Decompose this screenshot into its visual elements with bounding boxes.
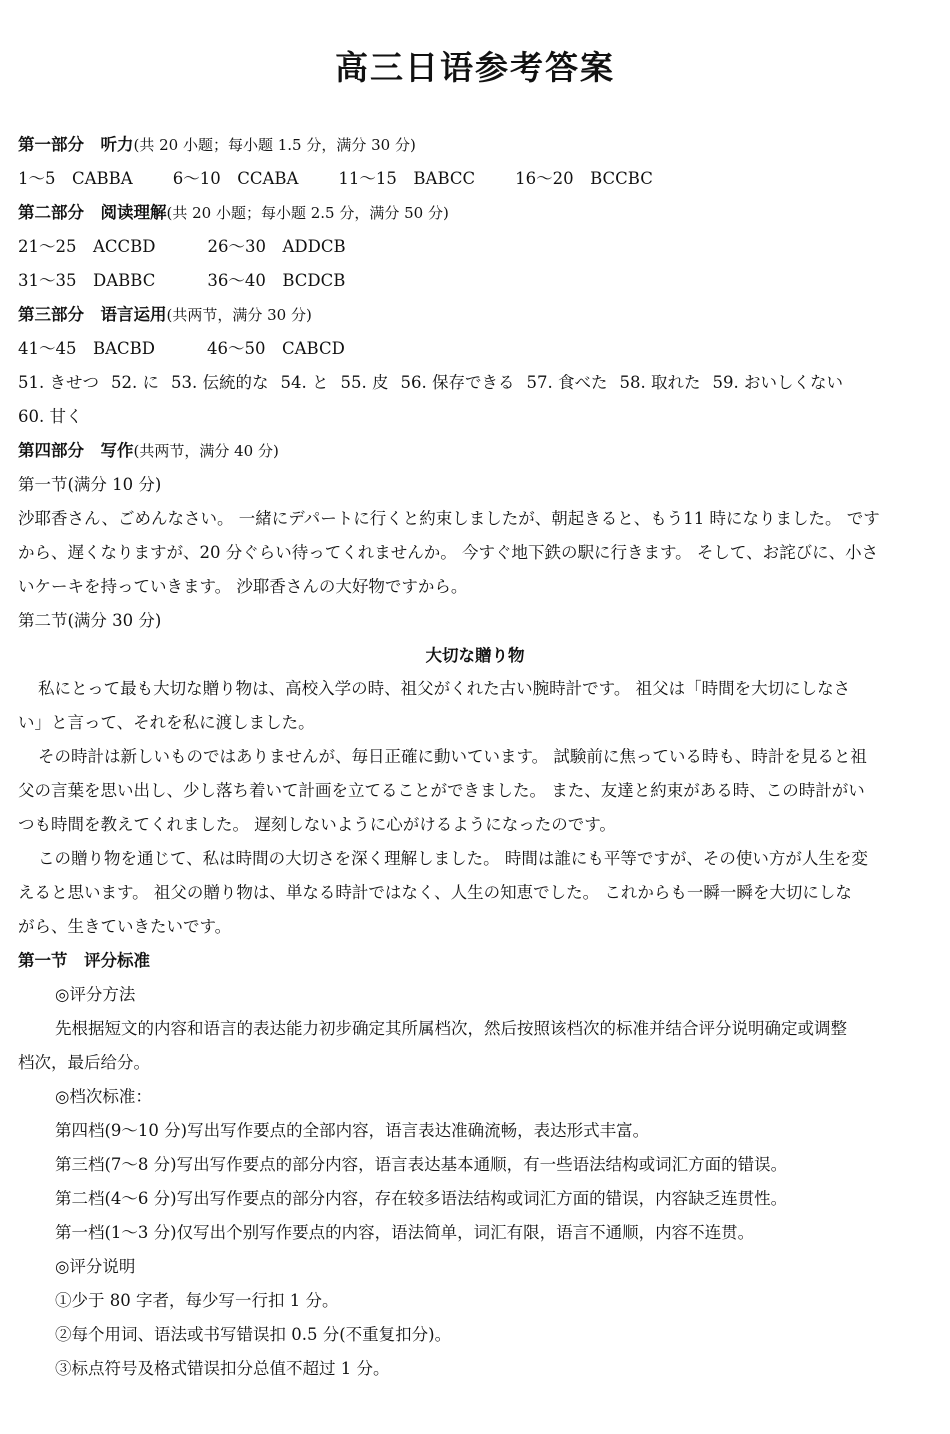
grade-line: 第二档(4～6 分)写出写作要点的部分内容，存在较多语法结构或词汇方面的错误，内容缺乏连贯性。 bbox=[55, 1189, 788, 1208]
method-label: ◎评分方法 bbox=[55, 985, 136, 1004]
essay-title: 大切な贈り物 bbox=[425, 646, 525, 665]
grade-label: ◎档次标准： bbox=[55, 1087, 152, 1106]
grade-line: 第一档(1～3 分)仅写出个别写作要点的内容，语法简单，词汇有限，语言不通顺，内容不连贯。 bbox=[55, 1223, 755, 1242]
part3-heading bbox=[18, 304, 312, 326]
part1-answers bbox=[18, 168, 653, 190]
answer-group: 26～30 ADDCB bbox=[207, 237, 346, 256]
part1-heading bbox=[18, 134, 416, 156]
note-line: ①少于 80 字者，每少写一行扣 1 分。 bbox=[55, 1291, 339, 1310]
essay-line: がら、生きていきたいです。 bbox=[18, 917, 232, 936]
note-line: ②每个用词、语法或书写错误扣 0.5 分(不重复扣分)。 bbox=[55, 1325, 452, 1344]
sec1-text-line: 沙耶香さん、ごめんなさい。 一緒にデパートに行くと約束しましたが、朝起きると、もう11 時になりました。 です bbox=[18, 509, 880, 528]
part4-sec1-label: 第一节(满分 10 分) bbox=[18, 475, 162, 494]
scoring-heading: 第一节 评分标准 bbox=[18, 951, 150, 970]
fill-answer: 51. きせつ bbox=[18, 373, 99, 392]
answer-group: 36～40 BCDCB bbox=[207, 271, 346, 290]
method-line: 档次，最后给分。 bbox=[18, 1053, 150, 1072]
answer-group: 11～15 BABCC bbox=[338, 169, 476, 188]
answer-group: 1～5 CABBA bbox=[18, 169, 133, 188]
grade-line: 第四档(9～10 分)写出写作要点的全部内容，语言表达准确流畅，表达形式丰富。 bbox=[55, 1121, 650, 1140]
answer-group: 16～20 BCCBC bbox=[515, 169, 653, 188]
essay-line: その時計は新しいものではありませんが、毎日正確に動いています。 試験前に焦っている時も、時計を見ると祖 bbox=[38, 747, 867, 766]
fill-answer: 55. 皮 bbox=[340, 373, 389, 392]
part2-heading bbox=[18, 202, 449, 224]
essay-line: えると思います。 祖父の贈り物は、単なる時計ではなく、人生の知恵でした。 これからも一瞬一瞬を大切にしな bbox=[18, 883, 852, 902]
fill-answer: 59. おいしくない bbox=[712, 373, 843, 392]
answer-group: 46～50 CABCD bbox=[207, 339, 345, 358]
method-line: 先根据短文的内容和语言的表达能力初步确定其所属档次，然后按照该档次的标准并结合评分说明确定或调整 bbox=[55, 1019, 847, 1038]
fill-answer: 56. 保存できる bbox=[400, 373, 515, 392]
notes-label: ◎评分说明 bbox=[55, 1257, 136, 1276]
answer-group: 6～10 CCABA bbox=[172, 169, 299, 188]
part4-label: 第四部分 写作 bbox=[18, 441, 134, 460]
part4-sec2-label: 第二节(满分 30 分) bbox=[18, 611, 162, 630]
part2-answers-row1 bbox=[18, 236, 346, 258]
part1-label: 第一部分 听力 bbox=[18, 135, 134, 154]
part4-note: (共两节，满分 40 分) bbox=[133, 442, 279, 460]
part3-label: 第三部分 语言运用 bbox=[18, 305, 167, 324]
sec1-text-line: いケーキを持っていきます。 沙耶香さんの大好物ですから。 bbox=[18, 577, 468, 596]
part1-note: (共 20 小题；每小题 1.5 分，满分 30 分) bbox=[133, 136, 416, 154]
fill-answer: 52. に bbox=[111, 373, 159, 392]
fill-answer: 57. 食べた bbox=[526, 373, 608, 392]
part3-note: (共两节，满分 30 分) bbox=[166, 306, 312, 324]
essay-line: この贈り物を通じて、私は時間の大切さを深く理解しました。 時間は誰にも平等ですが、その使い方が人生を変 bbox=[38, 849, 868, 868]
part3-fill-answers bbox=[18, 372, 843, 394]
answer-group: 21～25 ACCBD bbox=[18, 237, 156, 256]
essay-line: 父の言葉を思い出し、少し落ち着いて計画を立てることができました。 また、友達と約束がある時、この時計がい bbox=[18, 781, 865, 800]
part2-answers-row2 bbox=[18, 270, 345, 292]
note-line: ③标点符号及格式错误扣分总值不超过 1 分。 bbox=[55, 1359, 390, 1378]
part2-label: 第二部分 阅读理解 bbox=[18, 203, 167, 222]
part2-note: (共 20 小题；每小题 2.5 分，满分 50 分) bbox=[166, 204, 449, 222]
fill-answer: 58. 取れた bbox=[619, 373, 701, 392]
answer-group: 31～35 DABBC bbox=[18, 271, 156, 290]
part3-answers-row1 bbox=[18, 338, 345, 360]
part4-heading bbox=[18, 440, 279, 462]
fill-answer: 60. 甘く bbox=[18, 407, 83, 426]
sec1-text-line: から、遅くなりますが、20 分ぐらい待ってくれませんか。 今すぐ地下鉄の駅に行きます。 そして、お詫びに、小さ bbox=[18, 543, 879, 562]
grade-line: 第三档(7～8 分)写出写作要点的部分内容，语言表达基本通顺，有一些语法结构或词汇方面的错误。 bbox=[55, 1155, 788, 1174]
essay-line: 私にとって最も大切な贈り物は、高校入学の時、祖父がくれた古い腕時計です。 祖父は「時間を大切にしなさ bbox=[38, 679, 851, 698]
page-title: 高三日语参考答案 bbox=[335, 48, 615, 87]
essay-line: い」と言って、それを私に渡しました。 bbox=[18, 713, 315, 732]
fill-answer: 54. と bbox=[280, 373, 329, 392]
essay-line: つも時間を教えてくれました。 遅刻しないように心がけるようになったのです。 bbox=[18, 815, 616, 834]
fill-answer: 53. 伝統的な bbox=[171, 373, 269, 392]
answer-group: 41～45 BACBD bbox=[18, 339, 156, 358]
